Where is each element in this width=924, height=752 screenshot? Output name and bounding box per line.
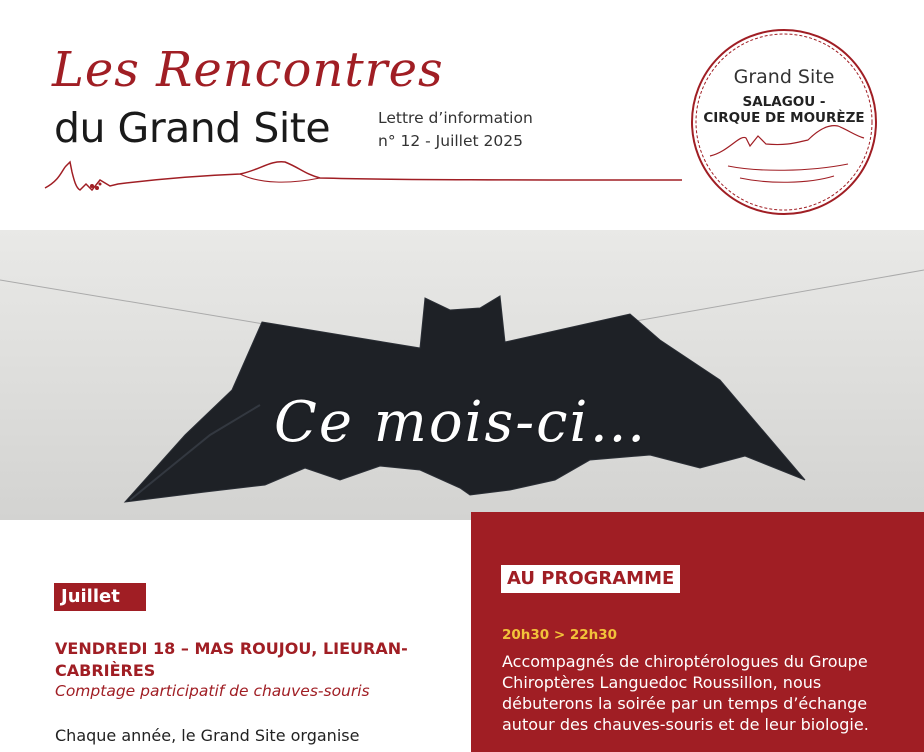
newsletter-title: du Grand Site bbox=[54, 104, 331, 152]
issue-number: n° 12 - Juillet 2025 bbox=[378, 132, 523, 150]
agenda-column bbox=[0, 520, 470, 752]
landscape-line-illustration bbox=[0, 150, 690, 210]
event-subtitle: Comptage participatif de chauves-souris bbox=[55, 682, 370, 700]
hero-title: Ce mois-ci… bbox=[274, 390, 648, 455]
programme-text: Accompagnés de chiroptérologues du Groupe Chiroptères Languedoc Roussillon, nous débuterons la soirée par un temps d’échange autour des chauves-souris et de leur biologie. bbox=[502, 652, 869, 734]
newsletter-header bbox=[0, 0, 924, 230]
seal-line2: CIRQUE DE MOURÈZE bbox=[703, 110, 865, 126]
bat-silhouette-image bbox=[0, 230, 924, 520]
programme-time: 20h30 > 22h30 bbox=[502, 627, 618, 643]
grand-site-seal bbox=[688, 26, 880, 218]
hero-banner bbox=[0, 230, 924, 520]
programme-label: AU PROGRAMME bbox=[501, 565, 680, 593]
newsletter-subtitle: Lettre d’information bbox=[378, 109, 533, 127]
seal-title: Grand Site bbox=[733, 66, 835, 88]
event-heading: VENDREDI 18 – MAS ROUJOU, LIEURAN-CABRIÈRES bbox=[55, 639, 408, 680]
event-body: Chaque année, le Grand Site organise bbox=[55, 726, 360, 745]
seal-line1: SALAGOU - bbox=[742, 94, 826, 110]
newsletter-title-script: Les Rencontres bbox=[52, 42, 444, 98]
programme-panel bbox=[471, 512, 924, 752]
month-tag: Juillet bbox=[54, 583, 146, 611]
